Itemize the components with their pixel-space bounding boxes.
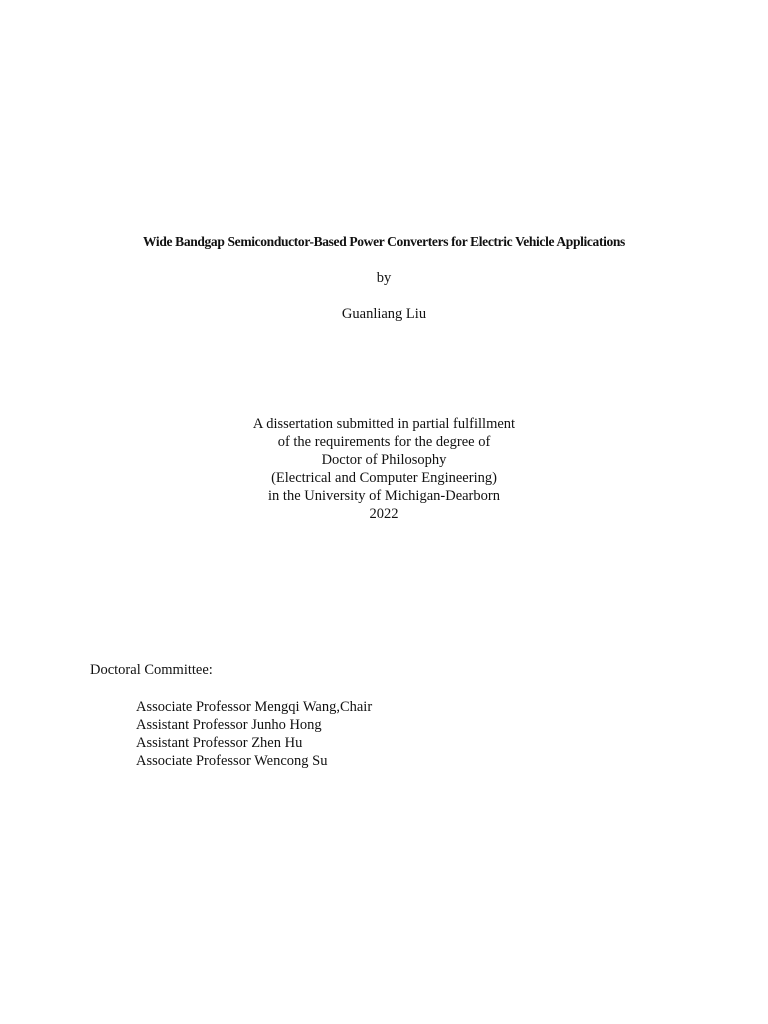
degree-statement — [0, 415, 768, 523]
statement-line: A dissertation submitted in partial fulfillment — [252, 416, 516, 432]
committee-heading: Doctoral Committee: — [90, 662, 213, 678]
statement-year: 2022 — [369, 506, 399, 522]
author-name: Guanliang Liu — [341, 306, 427, 322]
statement-line: of the requirements for the degree of — [277, 434, 491, 450]
committee-member: Associate Professor Wencong Su — [136, 753, 328, 769]
committee-member: Assistant Professor Junho Hong — [136, 717, 322, 733]
statement-line: in the University of Michigan-Dearborn — [268, 488, 500, 504]
committee-member: Assistant Professor Zhen Hu — [136, 735, 303, 751]
dissertation-title: Wide Bandgap Semiconductor-Based Power Converters for Electric Vehicle Applications — [143, 234, 625, 249]
committee-member: Associate Professor Mengqi Wang,Chair — [136, 699, 373, 715]
committee-members-list — [136, 698, 372, 770]
by-line: by — [376, 270, 392, 286]
statement-line: Doctor of Philosophy — [321, 452, 447, 468]
statement-line: (Electrical and Computer Engineering) — [271, 470, 497, 486]
